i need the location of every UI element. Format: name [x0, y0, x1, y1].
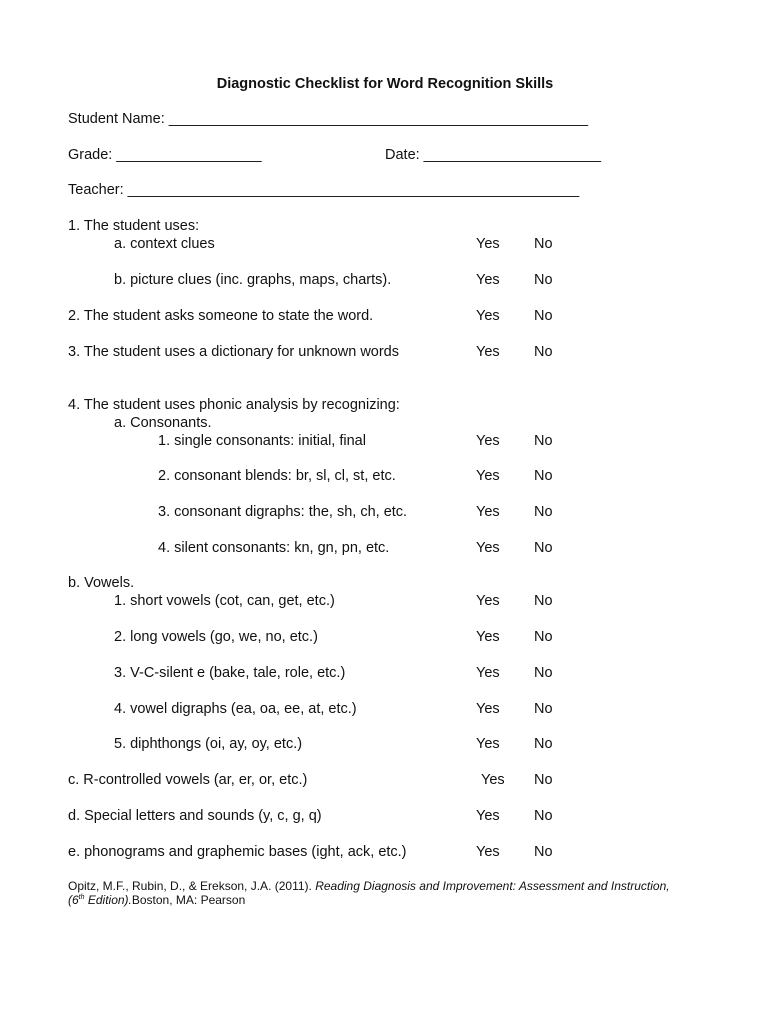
- item-4c-no: No: [534, 772, 553, 788]
- item-3-no: No: [534, 344, 553, 360]
- item-4a4-no: No: [534, 540, 553, 556]
- citation-edition-open: (6: [68, 893, 79, 907]
- citation-edition-sup: th: [78, 894, 85, 901]
- item-2-no: No: [534, 308, 553, 324]
- item-4b1-label: 1. short vowels (cot, can, get, etc.): [114, 593, 335, 609]
- item-1b-no: No: [534, 272, 553, 288]
- student-name-field: Student Name: ____________________________________________________: [68, 111, 589, 127]
- item-4b2-label: 2. long vowels (go, we, no, etc.): [114, 629, 318, 645]
- item-1a-label: a. context clues: [114, 236, 215, 252]
- item-4b5-label: 5. diphthongs (oi, ay, oy, etc.): [114, 736, 303, 752]
- item-4a2-label: 2. consonant blends: br, sl, cl, st, etc.: [158, 468, 396, 484]
- item-4b1-yes: Yes: [476, 593, 500, 609]
- item-4b2-no: No: [534, 629, 553, 645]
- item-4a4-yes: Yes: [476, 540, 500, 556]
- citation-line-1: [68, 879, 670, 893]
- item-4b4-no: No: [534, 701, 553, 717]
- date-field: Date: ______________________: [385, 147, 602, 163]
- item-4b5-yes: Yes: [476, 736, 500, 752]
- item-1b-yes: Yes: [476, 272, 500, 288]
- item-2-yes: Yes: [476, 308, 500, 324]
- item-1b-label: b. picture clues (inc. graphs, maps, charts).: [114, 272, 392, 288]
- citation-edition: [68, 893, 132, 907]
- item-1a-yes: Yes: [476, 236, 500, 252]
- item-4d-no: No: [534, 808, 553, 824]
- item-4b3-label: 3. V-C-silent e (bake, tale, role, etc.): [114, 665, 346, 681]
- item-4a1-yes: Yes: [476, 433, 500, 449]
- citation-book-title: Reading Diagnosis and Improvement: Assessment and Instruction,: [315, 879, 670, 893]
- item-4e-no: No: [534, 844, 553, 860]
- item-4e-yes: Yes: [476, 844, 500, 860]
- item-4b3-no: No: [534, 665, 553, 681]
- citation-publisher: Boston, MA: Pearson: [131, 893, 246, 907]
- item-4a1-label: 1. single consonants: initial, final: [158, 433, 366, 449]
- item-4b4-yes: Yes: [476, 701, 500, 717]
- item-2-label: 2. The student asks someone to state the word.: [68, 308, 374, 324]
- item-4b3-yes: Yes: [476, 665, 500, 681]
- item-4d-label: d. Special letters and sounds (y, c, g, q): [68, 808, 322, 824]
- item-4b5-no: No: [534, 736, 553, 752]
- item-4d-yes: Yes: [476, 808, 500, 824]
- item-4a4-label: 4. silent consonants: kn, gn, pn, etc.: [158, 540, 390, 556]
- item-1a-no: No: [534, 236, 553, 252]
- item-4a-heading: a. Consonants.: [114, 415, 212, 431]
- grade-field: Grade: __________________: [68, 147, 262, 163]
- citation-edition-close: Edition).: [84, 893, 132, 907]
- item-4b4-label: 4. vowel digraphs (ea, oa, ee, at, etc.): [114, 701, 357, 717]
- item-4b1-no: No: [534, 593, 553, 609]
- checklist-title: Diagnostic Checklist for Word Recognition Skills: [216, 76, 554, 92]
- item-3-label: 3. The student uses a dictionary for unknown words: [68, 344, 400, 360]
- item-4b2-yes: Yes: [476, 629, 500, 645]
- item-4a3-no: No: [534, 504, 553, 520]
- item-4e-label: e. phonograms and graphemic bases (ight, ack, etc.): [68, 844, 407, 860]
- teacher-field: Teacher: ________________________________________________________: [68, 182, 580, 198]
- item-4b-heading: b. Vowels.: [68, 575, 135, 591]
- item-4a3-label: 3. consonant digraphs: the, sh, ch, etc.: [158, 504, 408, 520]
- item-4a2-yes: Yes: [476, 468, 500, 484]
- item-4-heading: 4. The student uses phonic analysis by recognizing:: [68, 397, 400, 413]
- item-1-heading: 1. The student uses:: [68, 218, 200, 234]
- item-4a1-no: No: [534, 433, 553, 449]
- citation-authors: Opitz, M.F., Rubin, D., & Erekson, J.A. (2011).: [68, 879, 316, 893]
- item-4a2-no: No: [534, 468, 553, 484]
- item-4c-label: c. R-controlled vowels (ar, er, or, etc.): [68, 772, 308, 788]
- item-4a3-yes: Yes: [476, 504, 500, 520]
- item-4c-yes: Yes: [481, 772, 505, 788]
- citation-line-2: [68, 893, 245, 907]
- item-3-yes: Yes: [476, 344, 500, 360]
